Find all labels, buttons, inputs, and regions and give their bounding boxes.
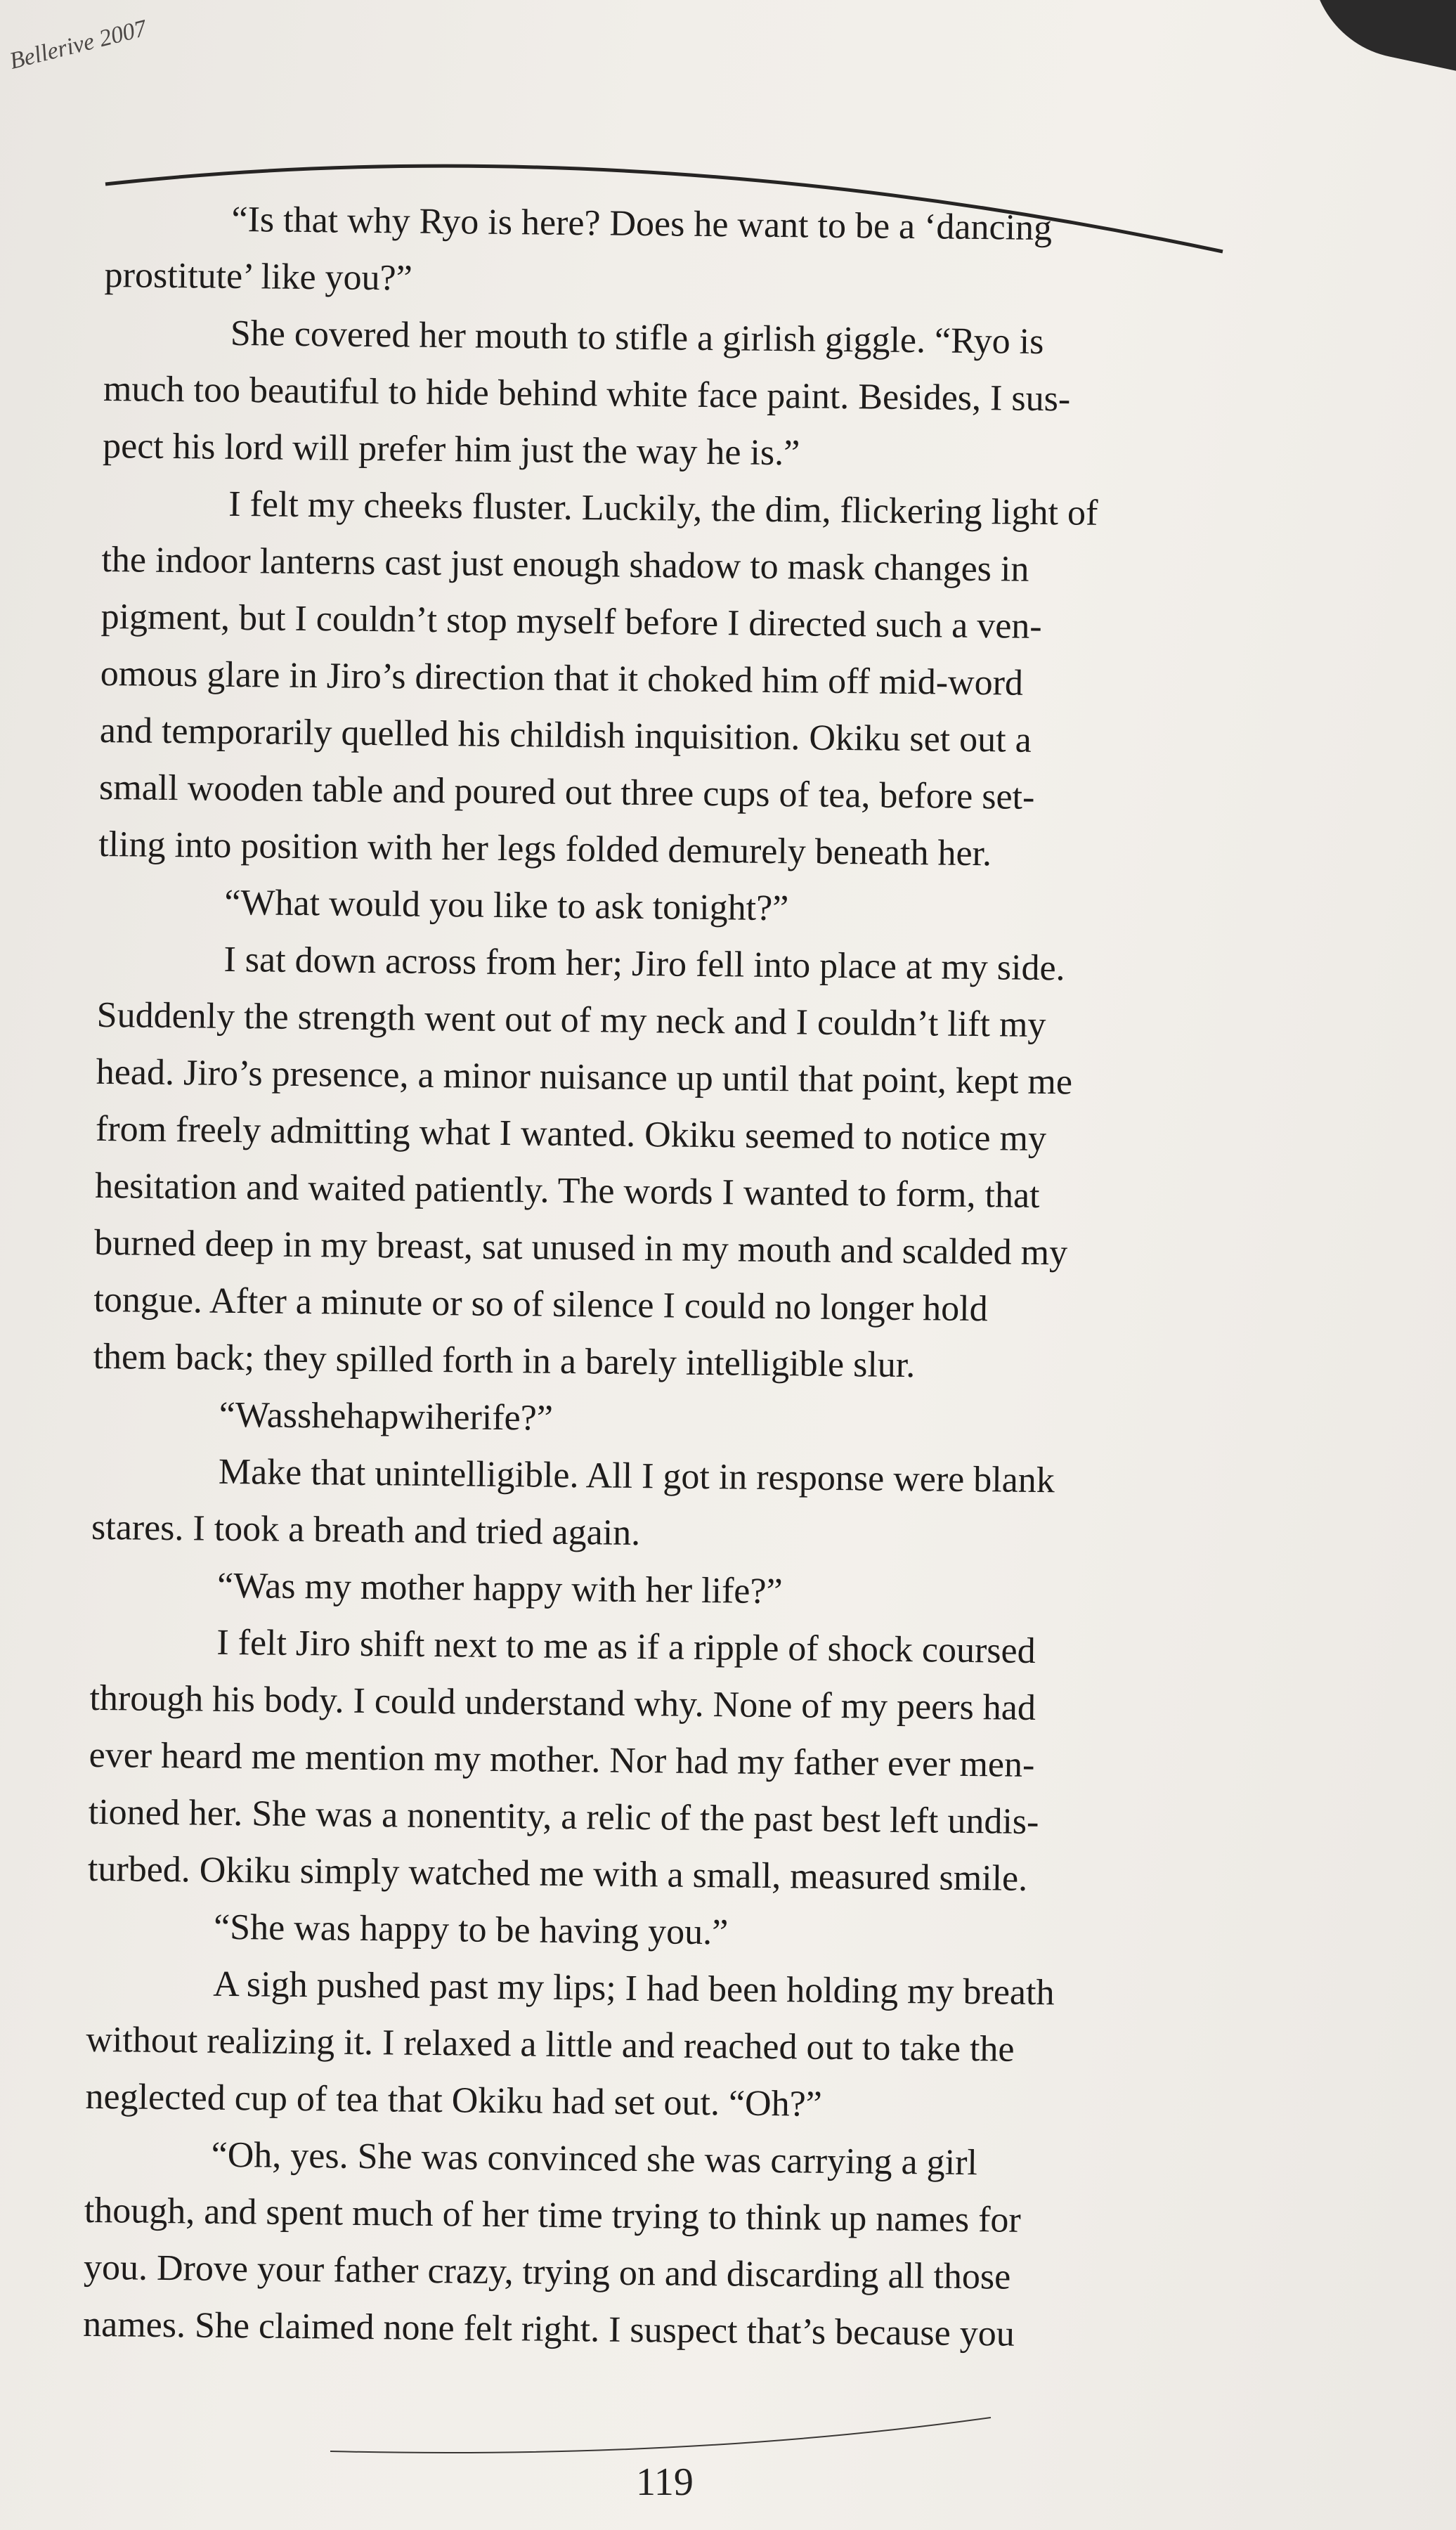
text-line: hesitation and waited patiently. The words I wanted to form, that <box>94 1165 1040 1216</box>
text-line: “What would you like to ask tonight?” <box>224 882 789 929</box>
text-line: I felt Jiro shift next to me as if a ripple of shock coursed <box>216 1622 1036 1671</box>
text-line: though, and spent much of her time trying to think up names for <box>84 2190 1022 2240</box>
text-line: A sigh pushed past my lips; I had been holding my breath <box>212 1964 1055 2013</box>
text-line: the indoor lanterns cast just enough shadow to mask changes in <box>101 539 1029 590</box>
handwritten-stamp: Bellerive 2007 <box>7 15 150 74</box>
text-line: omous glare in Jiro’s direction that it choked him off mid-word <box>100 653 1024 703</box>
text-line: neglected cup of tea that Okiku had set out. “Oh?” <box>85 2076 823 2124</box>
text-line: “She was happy to be having you.” <box>213 1907 729 1953</box>
text-line: Make that unintelligible. All I got in response were blank <box>218 1451 1055 1501</box>
bottom-rule <box>330 2418 991 2453</box>
text-line: them back; they spilled forth in a barely intelligible slur. <box>93 1336 916 1386</box>
text-line: “Was my mother happy with her life?” <box>216 1565 783 1612</box>
text-line: through his body. I could understand why. None of my peers had <box>89 1678 1036 1728</box>
text-line: “Is that why Ryo is here? Does he want to be a ‘dancing <box>231 199 1053 249</box>
dark-corner-background <box>1293 0 1456 74</box>
page-number: 119 <box>636 2460 694 2504</box>
text-line: I felt my cheeks fluster. Luckily, the dim, flickering light of <box>228 484 1098 533</box>
text-line: head. Jiro’s presence, a minor nuisance up until that point, kept me <box>96 1051 1073 1103</box>
text-line: turbed. Okiku simply watched me with a small, measured smile. <box>87 1848 1028 1899</box>
text-line: and temporarily quelled his childish inquisition. Okiku set out a <box>99 710 1032 760</box>
text-line: stares. I took a breath and tried again. <box>91 1507 641 1554</box>
text-line: from freely admitting what I wanted. Okiku seemed to notice my <box>95 1108 1047 1160</box>
text-line: you. Drove your father crazy, trying on and discarding all those <box>83 2247 1011 2297</box>
text-line: prostitute’ like you?” <box>104 254 413 299</box>
text-line: “Oh, yes. She was convinced she was carrying a girl <box>211 2134 978 2184</box>
text-line: names. She claimed none felt right. I suspect that’s because you <box>82 2304 1015 2354</box>
text-line: I sat down across from her; Jiro fell into place at my side. <box>223 939 1065 989</box>
text-line: pigment, but I couldn’t stop myself before I directed such a ven- <box>100 596 1042 647</box>
text-line: Suddenly the strength went out of my neck and I couldn’t lift my <box>96 994 1046 1046</box>
text-line: tioned her. She was a nonentity, a relic of the past best left undis- <box>88 1791 1039 1843</box>
text-line: “Wasshehapwiherife?” <box>219 1394 554 1439</box>
body-text <box>83 190 1216 2364</box>
text-line: small wooden table and poured out three cups of tea, before set- <box>98 767 1035 817</box>
text-line: She covered her mouth to stifle a girlish giggle. “Ryo is <box>230 313 1044 362</box>
text-line: burned deep in my breast, sat unused in my mouth and scalded my <box>94 1222 1068 1273</box>
text-line: tling into position with her legs folded demurely beneath her. <box>98 824 992 874</box>
text-line: tongue. After a minute or so of silence I could no longer hold <box>93 1279 988 1330</box>
text-line: much too beautiful to hide behind white face paint. Besides, I sus- <box>103 368 1071 420</box>
text-line: without realizing it. I relaxed a little and reached out to take the <box>86 2019 1015 2070</box>
text-line: pect his lord will prefer him just the way he is.” <box>102 425 800 474</box>
text-line: ever heard me mention my mother. Nor had my father ever men- <box>89 1734 1035 1785</box>
